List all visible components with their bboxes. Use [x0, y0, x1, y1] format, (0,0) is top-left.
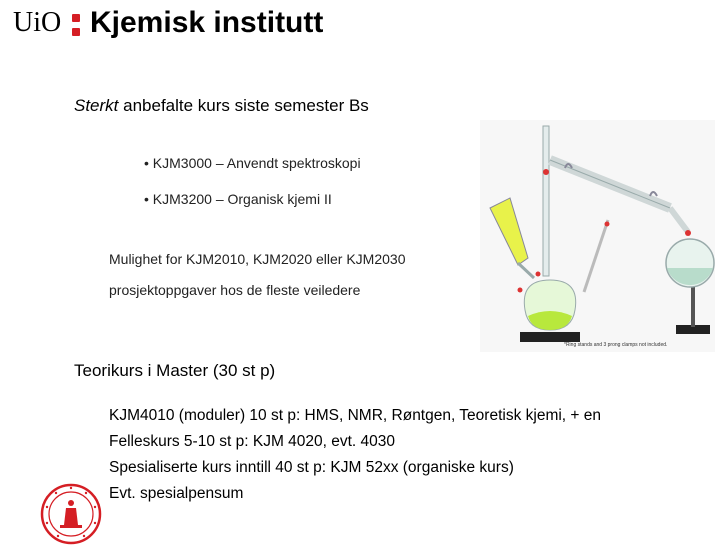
- uio-logo: UiO: [13, 7, 62, 38]
- image-caption: *Ring stands and 3 prong clamps not included.: [564, 342, 668, 348]
- uio-colon-icon: [72, 14, 80, 38]
- section1-title-emphasis: Sterkt: [74, 96, 119, 115]
- master-course-line: Spesialiserte kurs inntill 40 st p: KJM 52xx (organiske kurs): [109, 459, 514, 476]
- option-line: Mulighet for KJM2010, KJM2020 eller KJM2030: [109, 251, 406, 267]
- master-course-line: Evt. spesialpensum: [109, 485, 244, 502]
- master-course-line: Felleskurs 5-10 st p: KJM 4020, evt. 4030: [109, 433, 396, 450]
- distillation-apparatus-image: [480, 120, 715, 352]
- bullet-item: • KJM3000 – Anvendt spektroskopi: [144, 155, 361, 171]
- bullet-item: • KJM3200 – Organisk kjemi II: [144, 191, 332, 207]
- master-course-line: KJM4010 (moduler) 10 st p: HMS, NMR, Røntgen, Teoretisk kjemi, + en: [109, 407, 602, 424]
- uio-seal-icon: [40, 483, 102, 545]
- project-line: prosjektoppgaver hos de fleste veiledere: [109, 282, 361, 298]
- institute-name: Kjemisk institutt: [90, 6, 324, 39]
- header: [0, 0, 720, 56]
- section1-title-rest: anbefalte kurs siste semester Bs: [118, 96, 369, 115]
- section2-title: Teorikurs i Master (30 st p): [74, 361, 276, 380]
- section1-title: [74, 96, 369, 116]
